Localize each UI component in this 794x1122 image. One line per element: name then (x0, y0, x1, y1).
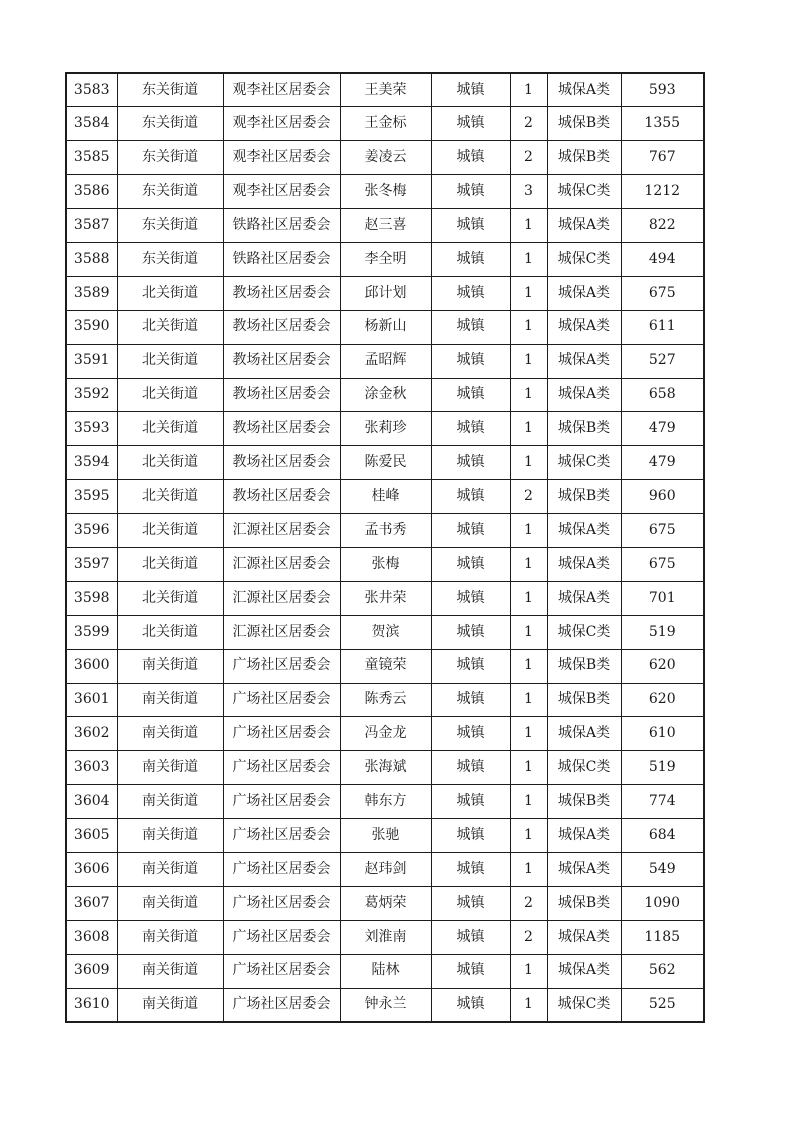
cell-amount: 479 (621, 446, 704, 480)
cell-amount: 620 (621, 649, 704, 683)
cell-household-type: 城镇 (431, 73, 510, 107)
cell-street: 南关街道 (117, 751, 223, 785)
cell-category: 城保A类 (547, 514, 621, 548)
cell-household-type: 城镇 (431, 446, 510, 480)
cell-community: 铁路社区居委会 (223, 242, 340, 276)
cell-name: 冯金龙 (340, 717, 431, 751)
cell-household-type: 城镇 (431, 615, 510, 649)
cell-household-type: 城镇 (431, 954, 510, 988)
cell-id: 3599 (66, 615, 117, 649)
cell-category: 城保B类 (547, 412, 621, 446)
cell-community: 教场社区居委会 (223, 310, 340, 344)
cell-community: 教场社区居委会 (223, 480, 340, 514)
cell-category: 城保A类 (547, 717, 621, 751)
table-row (66, 514, 704, 548)
cell-amount: 610 (621, 717, 704, 751)
cell-household-type: 城镇 (431, 547, 510, 581)
cell-person-count: 2 (510, 480, 547, 514)
cell-amount: 701 (621, 581, 704, 615)
table-row (66, 242, 704, 276)
cell-category: 城保A类 (547, 852, 621, 886)
cell-amount: 767 (621, 141, 704, 175)
cell-name: 张驰 (340, 819, 431, 853)
cell-name: 王金标 (340, 107, 431, 141)
cell-name: 刘淮南 (340, 920, 431, 954)
cell-community: 广场社区居委会 (223, 649, 340, 683)
cell-name: 钟永兰 (340, 988, 431, 1022)
cell-category: 城保A类 (547, 920, 621, 954)
table-row (66, 378, 704, 412)
table-row (66, 886, 704, 920)
cell-id: 3585 (66, 141, 117, 175)
cell-amount: 519 (621, 615, 704, 649)
cell-id: 3584 (66, 107, 117, 141)
cell-id: 3590 (66, 310, 117, 344)
cell-name: 葛炳荣 (340, 886, 431, 920)
cell-community: 教场社区居委会 (223, 378, 340, 412)
cell-id: 3596 (66, 514, 117, 548)
cell-name: 孟书秀 (340, 514, 431, 548)
cell-person-count: 1 (510, 717, 547, 751)
cell-id: 3604 (66, 785, 117, 819)
cell-street: 南关街道 (117, 954, 223, 988)
cell-person-count: 1 (510, 73, 547, 107)
cell-id: 3603 (66, 751, 117, 785)
cell-amount: 960 (621, 480, 704, 514)
cell-amount: 1212 (621, 175, 704, 209)
cell-category: 城保C类 (547, 446, 621, 480)
cell-street: 北关街道 (117, 615, 223, 649)
cell-household-type: 城镇 (431, 378, 510, 412)
cell-amount: 675 (621, 547, 704, 581)
cell-person-count: 1 (510, 310, 547, 344)
cell-household-type: 城镇 (431, 717, 510, 751)
table-row (66, 209, 704, 243)
cell-community: 观李社区居委会 (223, 175, 340, 209)
cell-street: 南关街道 (117, 683, 223, 717)
cell-amount: 658 (621, 378, 704, 412)
cell-id: 3591 (66, 344, 117, 378)
cell-person-count: 1 (510, 751, 547, 785)
cell-category: 城保B类 (547, 785, 621, 819)
cell-community: 广场社区居委会 (223, 683, 340, 717)
cell-amount: 675 (621, 276, 704, 310)
cell-street: 北关街道 (117, 581, 223, 615)
cell-person-count: 1 (510, 852, 547, 886)
cell-community: 广场社区居委会 (223, 920, 340, 954)
table-row (66, 547, 704, 581)
cell-name: 韩东方 (340, 785, 431, 819)
cell-name: 张海斌 (340, 751, 431, 785)
cell-category: 城保B类 (547, 107, 621, 141)
cell-id: 3610 (66, 988, 117, 1022)
cell-id: 3583 (66, 73, 117, 107)
cell-community: 广场社区居委会 (223, 717, 340, 751)
cell-community: 观李社区居委会 (223, 141, 340, 175)
cell-street: 北关街道 (117, 547, 223, 581)
cell-category: 城保A类 (547, 547, 621, 581)
cell-household-type: 城镇 (431, 819, 510, 853)
cell-name: 赵玮剑 (340, 852, 431, 886)
cell-name: 李全明 (340, 242, 431, 276)
cell-community: 汇源社区居委会 (223, 547, 340, 581)
cell-category: 城保B类 (547, 141, 621, 175)
cell-category: 城保C类 (547, 242, 621, 276)
cell-name: 陈爱民 (340, 446, 431, 480)
cell-amount: 593 (621, 73, 704, 107)
table-row (66, 615, 704, 649)
cell-amount: 1090 (621, 886, 704, 920)
cell-name: 张莉珍 (340, 412, 431, 446)
cell-person-count: 1 (510, 242, 547, 276)
cell-amount: 611 (621, 310, 704, 344)
cell-category: 城保B类 (547, 480, 621, 514)
cell-category: 城保A类 (547, 276, 621, 310)
cell-household-type: 城镇 (431, 514, 510, 548)
cell-name: 陈秀云 (340, 683, 431, 717)
cell-street: 南关街道 (117, 920, 223, 954)
cell-id: 3588 (66, 242, 117, 276)
cell-community: 广场社区居委会 (223, 954, 340, 988)
cell-name: 赵三喜 (340, 209, 431, 243)
cell-id: 3594 (66, 446, 117, 480)
cell-street: 北关街道 (117, 378, 223, 412)
cell-category: 城保A类 (547, 581, 621, 615)
cell-street: 南关街道 (117, 785, 223, 819)
cell-id: 3592 (66, 378, 117, 412)
table-body (66, 73, 704, 1022)
cell-id: 3602 (66, 717, 117, 751)
cell-street: 南关街道 (117, 852, 223, 886)
cell-community: 广场社区居委会 (223, 886, 340, 920)
cell-amount: 1185 (621, 920, 704, 954)
cell-street: 北关街道 (117, 344, 223, 378)
cell-street: 东关街道 (117, 73, 223, 107)
cell-household-type: 城镇 (431, 209, 510, 243)
cell-household-type: 城镇 (431, 581, 510, 615)
cell-amount: 494 (621, 242, 704, 276)
cell-category: 城保A类 (547, 344, 621, 378)
cell-household-type: 城镇 (431, 751, 510, 785)
cell-id: 3593 (66, 412, 117, 446)
cell-community: 观李社区居委会 (223, 73, 340, 107)
cell-category: 城保A类 (547, 954, 621, 988)
cell-id: 3598 (66, 581, 117, 615)
cell-name: 贺滨 (340, 615, 431, 649)
cell-person-count: 1 (510, 954, 547, 988)
cell-community: 教场社区居委会 (223, 446, 340, 480)
cell-person-count: 2 (510, 107, 547, 141)
cell-household-type: 城镇 (431, 344, 510, 378)
cell-street: 北关街道 (117, 412, 223, 446)
table-row (66, 310, 704, 344)
table-row (66, 581, 704, 615)
cell-person-count: 1 (510, 819, 547, 853)
table-row (66, 683, 704, 717)
cell-amount: 774 (621, 785, 704, 819)
cell-amount: 675 (621, 514, 704, 548)
table-row (66, 819, 704, 853)
table-row (66, 175, 704, 209)
cell-name: 姜凌云 (340, 141, 431, 175)
cell-id: 3607 (66, 886, 117, 920)
cell-id: 3608 (66, 920, 117, 954)
cell-amount: 525 (621, 988, 704, 1022)
cell-community: 教场社区居委会 (223, 344, 340, 378)
roster-table (65, 72, 705, 1023)
cell-amount: 549 (621, 852, 704, 886)
cell-category: 城保A类 (547, 73, 621, 107)
cell-person-count: 1 (510, 344, 547, 378)
cell-street: 南关街道 (117, 886, 223, 920)
cell-community: 广场社区居委会 (223, 785, 340, 819)
cell-community: 广场社区居委会 (223, 819, 340, 853)
cell-street: 北关街道 (117, 514, 223, 548)
cell-name: 张梅 (340, 547, 431, 581)
cell-name: 涂金秋 (340, 378, 431, 412)
cell-household-type: 城镇 (431, 886, 510, 920)
table-row (66, 344, 704, 378)
cell-household-type: 城镇 (431, 683, 510, 717)
cell-street: 东关街道 (117, 242, 223, 276)
cell-community: 汇源社区居委会 (223, 514, 340, 548)
cell-amount: 822 (621, 209, 704, 243)
cell-amount: 519 (621, 751, 704, 785)
cell-person-count: 3 (510, 175, 547, 209)
cell-id: 3600 (66, 649, 117, 683)
cell-name: 邱计划 (340, 276, 431, 310)
table-row (66, 141, 704, 175)
cell-name: 陆林 (340, 954, 431, 988)
cell-household-type: 城镇 (431, 920, 510, 954)
cell-household-type: 城镇 (431, 141, 510, 175)
table-row (66, 412, 704, 446)
cell-id: 3589 (66, 276, 117, 310)
cell-category: 城保A类 (547, 819, 621, 853)
cell-household-type: 城镇 (431, 480, 510, 514)
cell-person-count: 1 (510, 649, 547, 683)
cell-household-type: 城镇 (431, 785, 510, 819)
cell-category: 城保C类 (547, 988, 621, 1022)
table-row (66, 920, 704, 954)
cell-person-count: 1 (510, 378, 547, 412)
table-row (66, 480, 704, 514)
table-row (66, 954, 704, 988)
cell-household-type: 城镇 (431, 412, 510, 446)
cell-category: 城保B类 (547, 649, 621, 683)
cell-person-count: 1 (510, 514, 547, 548)
cell-category: 城保B类 (547, 683, 621, 717)
cell-person-count: 2 (510, 886, 547, 920)
table-row (66, 717, 704, 751)
cell-person-count: 1 (510, 988, 547, 1022)
cell-street: 南关街道 (117, 649, 223, 683)
cell-person-count: 2 (510, 141, 547, 175)
cell-id: 3601 (66, 683, 117, 717)
cell-person-count: 1 (510, 547, 547, 581)
cell-amount: 1355 (621, 107, 704, 141)
cell-person-count: 1 (510, 412, 547, 446)
cell-category: 城保A类 (547, 209, 621, 243)
cell-category: 城保A类 (547, 310, 621, 344)
cell-person-count: 1 (510, 581, 547, 615)
cell-person-count: 1 (510, 615, 547, 649)
cell-name: 王美荣 (340, 73, 431, 107)
cell-community: 教场社区居委会 (223, 276, 340, 310)
cell-name: 桂峰 (340, 480, 431, 514)
cell-community: 观李社区居委会 (223, 107, 340, 141)
table-row (66, 446, 704, 480)
cell-household-type: 城镇 (431, 242, 510, 276)
cell-street: 东关街道 (117, 107, 223, 141)
table-row (66, 852, 704, 886)
cell-household-type: 城镇 (431, 649, 510, 683)
cell-street: 南关街道 (117, 717, 223, 751)
cell-street: 南关街道 (117, 988, 223, 1022)
cell-id: 3587 (66, 209, 117, 243)
cell-household-type: 城镇 (431, 276, 510, 310)
cell-street: 东关街道 (117, 141, 223, 175)
cell-community: 教场社区居委会 (223, 412, 340, 446)
cell-id: 3605 (66, 819, 117, 853)
cell-person-count: 1 (510, 209, 547, 243)
cell-amount: 527 (621, 344, 704, 378)
table-row (66, 988, 704, 1022)
cell-street: 东关街道 (117, 209, 223, 243)
cell-name: 张冬梅 (340, 175, 431, 209)
cell-category: 城保C类 (547, 751, 621, 785)
cell-household-type: 城镇 (431, 175, 510, 209)
table-row (66, 107, 704, 141)
cell-name: 童镜荣 (340, 649, 431, 683)
cell-person-count: 1 (510, 276, 547, 310)
cell-street: 北关街道 (117, 480, 223, 514)
cell-community: 铁路社区居委会 (223, 209, 340, 243)
table-row (66, 276, 704, 310)
cell-id: 3586 (66, 175, 117, 209)
cell-person-count: 1 (510, 446, 547, 480)
cell-community: 广场社区居委会 (223, 852, 340, 886)
cell-household-type: 城镇 (431, 852, 510, 886)
cell-community: 汇源社区居委会 (223, 615, 340, 649)
cell-household-type: 城镇 (431, 988, 510, 1022)
cell-household-type: 城镇 (431, 107, 510, 141)
cell-id: 3606 (66, 852, 117, 886)
cell-household-type: 城镇 (431, 310, 510, 344)
cell-street: 南关街道 (117, 819, 223, 853)
table-row (66, 73, 704, 107)
cell-name: 孟昭辉 (340, 344, 431, 378)
cell-category: 城保B类 (547, 886, 621, 920)
cell-category: 城保A类 (547, 378, 621, 412)
cell-id: 3597 (66, 547, 117, 581)
cell-name: 杨新山 (340, 310, 431, 344)
cell-amount: 684 (621, 819, 704, 853)
cell-person-count: 1 (510, 683, 547, 717)
cell-street: 北关街道 (117, 310, 223, 344)
cell-amount: 620 (621, 683, 704, 717)
table-row (66, 751, 704, 785)
cell-person-count: 2 (510, 920, 547, 954)
cell-id: 3609 (66, 954, 117, 988)
cell-community: 广场社区居委会 (223, 751, 340, 785)
cell-amount: 479 (621, 412, 704, 446)
cell-community: 汇源社区居委会 (223, 581, 340, 615)
cell-amount: 562 (621, 954, 704, 988)
cell-name: 张井荣 (340, 581, 431, 615)
cell-street: 东关街道 (117, 175, 223, 209)
table-row (66, 785, 704, 819)
cell-category: 城保C类 (547, 615, 621, 649)
table-row (66, 649, 704, 683)
cell-street: 北关街道 (117, 446, 223, 480)
cell-person-count: 1 (510, 785, 547, 819)
cell-street: 北关街道 (117, 276, 223, 310)
cell-id: 3595 (66, 480, 117, 514)
cell-community: 广场社区居委会 (223, 988, 340, 1022)
cell-category: 城保C类 (547, 175, 621, 209)
